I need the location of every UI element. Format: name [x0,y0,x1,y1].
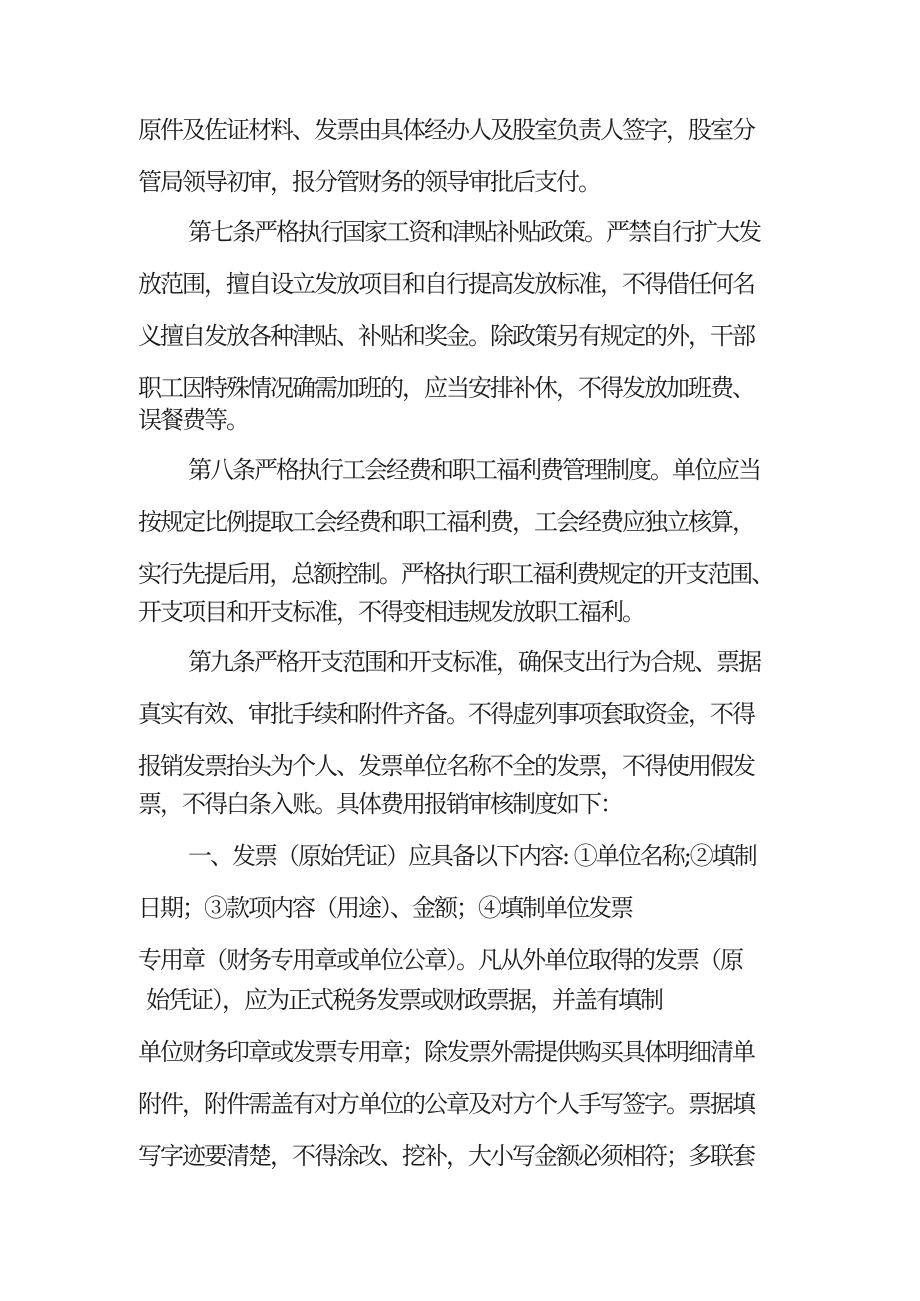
text-line: 放范围，擅自设立发放项目和自行提高发放标准，不得借任何名 [138,270,754,298]
text-line: 义擅自发放各种津贴、补贴和奖金。除政策另有规定的外，干部 [138,322,754,350]
text-line: 票，不得白条入账。具体费用报销审核制度如下： [138,790,622,818]
text-line: 管局领导初审，报分管财务的领导审批后支付。 [138,168,600,196]
text-line: 写字迹要清楚，不得涂改、挖补，大小写金额必须相符；多联套 [138,1142,754,1170]
text-line: 日期；③款项内容（用途）、金额；④填制单位发票 [138,894,632,922]
text-line: 实行先提后用，总额控制。严格执行职工福利费规定的开支范围、 [138,560,774,588]
paragraph-first-line: 第九条严格开支范围和开支标准，确保支出行为合规、票据 [188,648,760,676]
text-line: 始凭证），应为正式税务发票或财政票据，并盖有填制 [146,986,662,1014]
text-line: 职工因特殊情况确需加班的，应当安排补休，不得发放加班费、 [138,374,754,402]
text-line: 附件，附件需盖有对方单位的公章及对方个人手写签字。票据填 [138,1090,754,1118]
paragraph-first-line: 第七条严格执行国家工资和津贴补贴政策。严禁自行扩大发 [188,218,760,246]
text-line: 开支项目和开支标准，不得变相违规发放职工福利。 [138,598,644,626]
text-line: 按规定比例提取工会经费和职工福利费，工会经费应独立核算， [138,508,754,536]
text-line: 原件及佐证材料、发票由具体经办人及股室负责人签字，股室分 [138,116,754,144]
text-line: 误餐费等。 [138,406,248,434]
text-line: 真实有效、审批手续和附件齐备。不得虚列事项套取资金，不得 [138,700,754,728]
paragraph-first-line: 一、发票（原始凭证）应具备以下内容: ①单位名称;②填制 [188,842,756,870]
text-line: 单位财务印章或发票专用章；除发票外需提供购买具体明细清单 [138,1038,754,1066]
text-line: 专用章（财务专用章或单位公章）。凡从外单位取得的发票（原 [138,946,742,974]
paragraph-first-line: 第八条严格执行工会经费和职工福利费管理制度。单位应当 [188,456,760,484]
text-line: 报销发票抬头为个人、发票单位名称不全的发票，不得使用假发 [138,752,754,780]
